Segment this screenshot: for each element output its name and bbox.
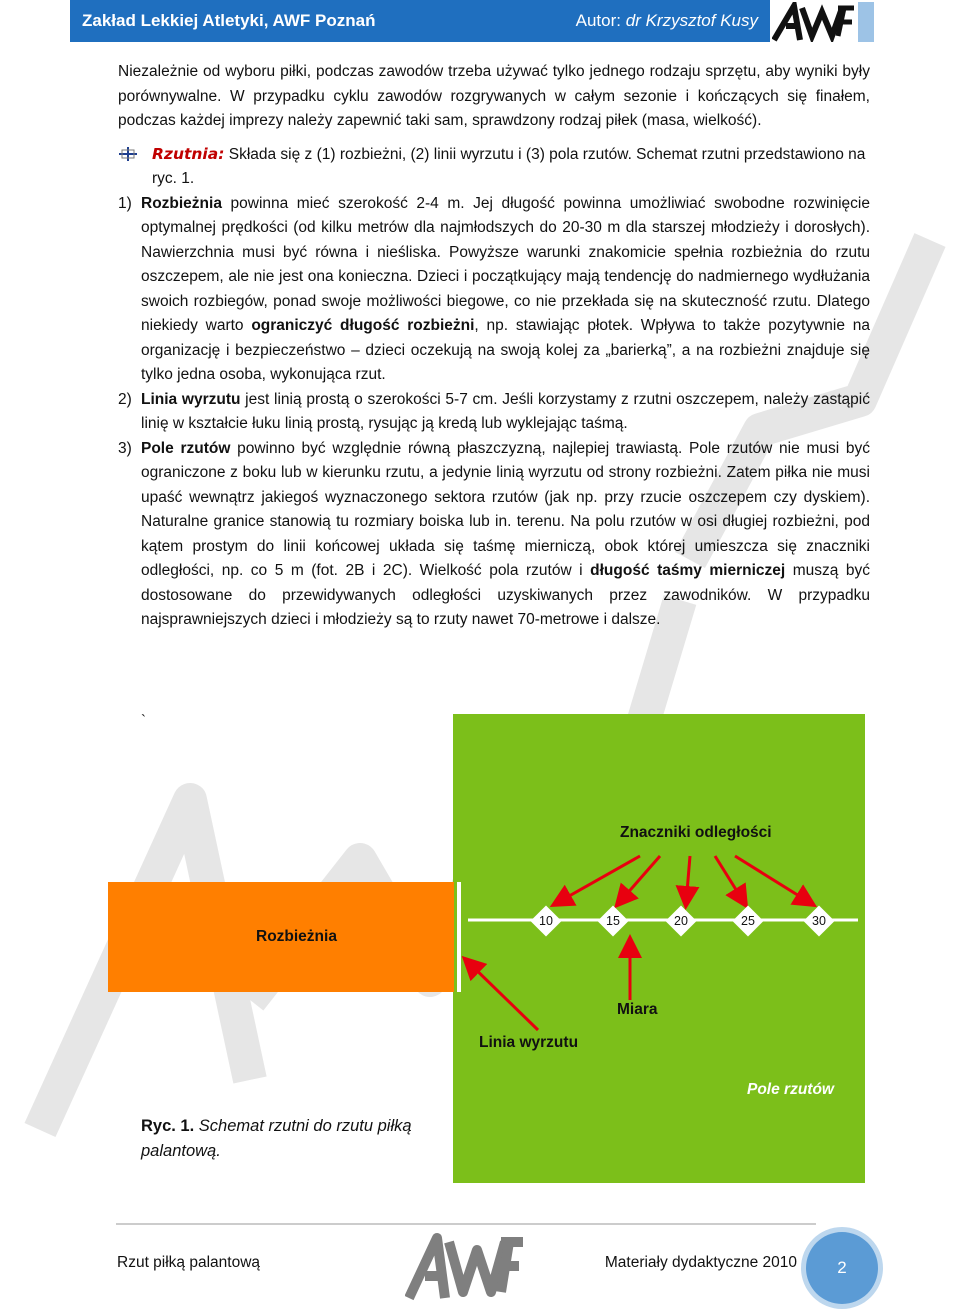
footer-divider — [116, 1214, 816, 1234]
stray-mark: ` — [141, 712, 146, 729]
item-number: 3) — [118, 439, 132, 457]
footer-right: Materiały dydaktyczne 2010 — [604, 1254, 797, 1271]
item-term: Rozbieżnia — [141, 194, 222, 212]
item-number: 1) — [118, 194, 132, 212]
label-rozbieznia: Rozbieżnia — [256, 928, 337, 945]
item-text: jest linią prostą o szerokości 5-7 cm. Jeśli korzystamy z rzutni oszczepem, należy zastąpić linię w kształcie łuku linią prostą, rysując ją kredą lub wyklejając taśmą. — [141, 390, 870, 432]
label-miara: Miara — [617, 1001, 658, 1018]
caption-label: Ryc. 1. — [141, 1117, 195, 1135]
header-title: Zakład Lekkiej Atletyki, AWF Poznań — [82, 11, 376, 30]
marker-label-25: 25 — [741, 914, 755, 928]
marker-label-15: 15 — [606, 914, 620, 928]
item-text: powinna mieć szerokość 2-4 m. Jej długość powinna umożliwiać swobodne rozwinięcie optymalnej prędkości (od kilku metrów dla najmłodszych do 20-30 m dla starszej młodzieży i dorosłych). Nawierzchnia musi być równa i nieśliska. Powyższe warunki znakomicie spełnia rozbieżnia do rzutu oszczepem, ale nie jest ona konieczna. Dzieci i początkujący mają tendencję do nadmiernego wydłużania swoich rozbiegów, ponad swoje możliwości biegowe, co nie przekłada się na skuteczność rzutu. Dlatego niekiedy warto — [141, 194, 870, 334]
marker-label-30: 30 — [812, 914, 826, 928]
item-text-2: , np. stawiając płotek. Wpływa to także pozytywnie na organizację i bezpieczeństwo – dzieci oczekują na swoją kolej za „barierką”, a na rozbieżni znajduje się tylko jedna osoba, wykonująca rzut. — [141, 317, 870, 383]
item-text-2: muszą być dostosowane do przewidywanych odległości uzyskiwanych przez zawodników. W przypadku najsprawniejszych dzieci i młodzieży są to rzuty nawet 70-metrowe i dalsze. — [141, 562, 870, 628]
page-number: 2 — [806, 1232, 878, 1304]
label-linia-wyrzutu: Linia wyrzutu — [479, 1034, 579, 1051]
label-znaczniki: Znaczniki odległości — [620, 824, 772, 841]
intro-paragraph: Niezależnie od wyboru piłki, podczas zawodów trzeba używać tylko jednego rodzaju sprzętu, aby wyniki były porównywalne. W przypadku cyklu zawodów rozgrywanych w całym sezonie i kończących się finałem, podczas każdej imprezy należy zapewnić taki sam, sprawdzony rodzaj piłek (masa, wielkość). — [118, 63, 870, 129]
item-term: Pole rzutów — [141, 439, 231, 457]
marker-label-10: 10 — [539, 914, 553, 928]
item-term: Linia wyrzutu — [141, 390, 241, 408]
author-prefix: Autor: — [575, 11, 626, 30]
page-footer — [117, 1254, 797, 1272]
linia-arrow — [466, 960, 538, 1030]
item-term-2: długość taśmy mierniczej — [590, 562, 786, 579]
author-name: dr Krzysztof Kusy — [625, 11, 758, 30]
label-pole-rzutow: Pole rzutów — [747, 1081, 834, 1098]
item-number: 2) — [118, 390, 132, 408]
item-text: powinno być względnie równą płaszczyzną, najlepiej trawiastą. Pole rzutów nie musi być ograniczone z boku lub w kierunku rzutu, a jedynie linią wyrzutu od strony rozbieżni. Zatem piłka nie musi upaść wewnątrz jakiegoś wyznaczonego sektora rzutów (jak np. przy rzucie oszczepem czy dyskiem). Naturalne granice stanowią tu rozmiary boiska lub in. terenu. Na polu rzutów w osi długiej rozbieżni, pod kątem prostym do linii końcowej układa się taśmę mierniczą, obok której umieszcza się znaczniki odległości, np. co 5 m (fot. 2B i 2C). Wielkość pola rzutów i — [141, 439, 870, 579]
item-term-2: ograniczyć długość rozbieżni — [251, 317, 475, 334]
footer-left: Rzut piłką palantową — [117, 1254, 261, 1271]
marker-label-20: 20 — [674, 914, 688, 928]
bullet-term: Rzutnia: — [152, 144, 225, 163]
figure-caption — [141, 1114, 451, 1164]
bullet-text: Składa się z (1) rozbieżni, (2) linii wyrzutu i (3) pola rzutów. Schemat rzutni przedstawiono na ryc. 1. — [152, 145, 866, 187]
caption-text: Schemat rzutni do rzutu piłką palantową. — [141, 1117, 412, 1160]
